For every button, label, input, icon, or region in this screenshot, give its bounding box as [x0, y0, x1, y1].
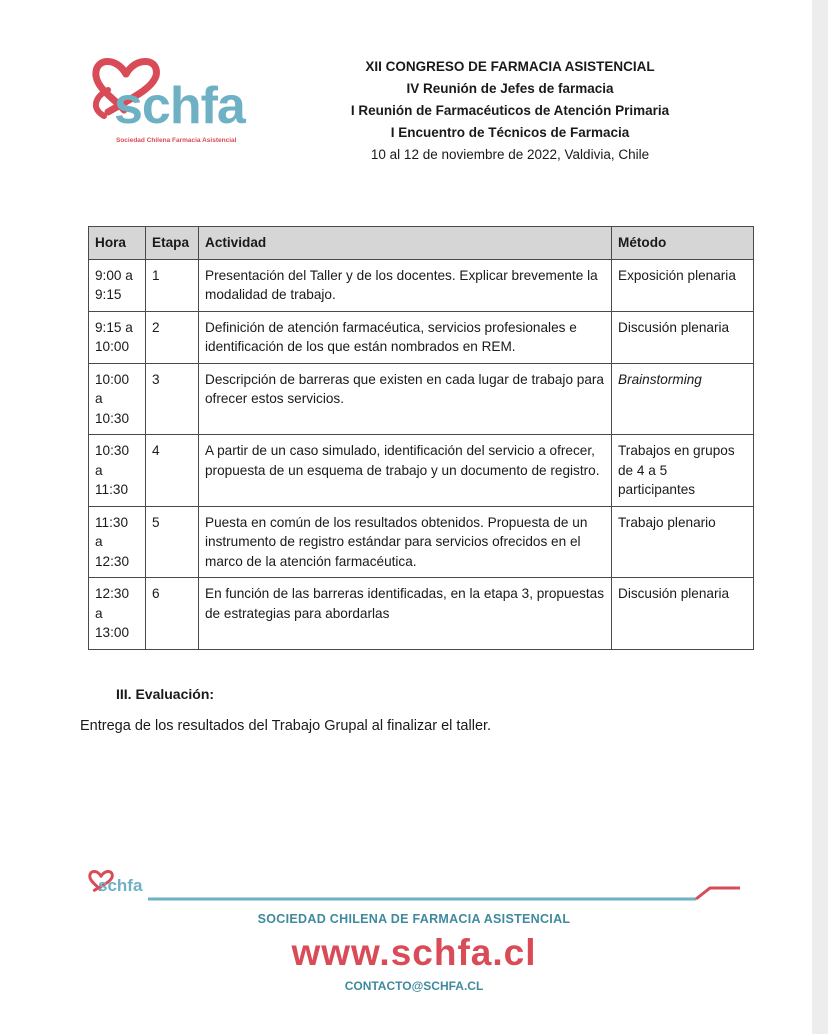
table-row	[89, 259, 754, 311]
footer-email-link[interactable]: CONTACTO@SCHFA.CL	[344, 979, 484, 993]
header-line-1: XII CONGRESO DE FARMACIA ASISTENCIAL	[365, 59, 655, 74]
cell-actividad: En función de las barreras identificadas, en la etapa 3, propuestas de estrategias para abordarlas	[199, 578, 612, 650]
cell-hora: 9:00 a 9:15	[89, 259, 146, 311]
footer-organization: SOCIEDAD CHILENA DE FARMACIA ASISTENCIAL	[257, 912, 571, 926]
table-row	[89, 311, 754, 363]
cell-etapa: 4	[146, 435, 199, 507]
footer-website-link[interactable]: www.schfa.cl	[291, 932, 537, 973]
cell-metodo: Exposición plenaria	[612, 259, 754, 311]
footer-divider-line	[148, 880, 748, 910]
header-line-2: IV Reunión de Jefes de farmacia	[406, 81, 614, 96]
schedule-table	[88, 226, 754, 650]
column-header-metodo: Método	[612, 227, 754, 260]
viewer-margin	[812, 0, 828, 1034]
cell-actividad: Puesta en común de los resultados obtenidos. Propuesta de un instrumento de registro estándar para servicios ofrecidos en el marco de la atención farmacéutica.	[199, 506, 612, 578]
table-row	[89, 363, 754, 435]
cell-metodo: Discusión plenaria	[612, 311, 754, 363]
cell-actividad: Definición de atención farmacéutica, servicios profesionales e identificación de los que están nombrados en REM.	[199, 311, 612, 363]
cell-actividad: Descripción de barreras que existen en cada lugar de trabajo para ofrecer estos servicios.	[199, 363, 612, 435]
header-date-location: 10 al 12 de noviembre de 2022, Valdivia, Chile	[370, 147, 650, 162]
table-row	[89, 578, 754, 650]
column-header-etapa: Etapa	[146, 227, 199, 260]
cell-actividad: A partir de un caso simulado, identificación del servicio a ofrecer, propuesta de un esquema de trabajo y un documento de registro.	[199, 435, 612, 507]
cell-metodo: Discusión plenaria	[612, 578, 754, 650]
cell-hora: 12:30 a 13:00	[89, 578, 146, 650]
cell-etapa: 2	[146, 311, 199, 363]
schfa-logo	[86, 52, 256, 152]
cell-metodo: Brainstorming	[612, 363, 754, 435]
cell-etapa: 5	[146, 506, 199, 578]
logo-tagline: Sociedad Chilena Farmacia Asistencial	[116, 137, 237, 144]
header-line-4: I Encuentro de Técnicos de Farmacia	[390, 125, 630, 140]
footer-logo-wordmark: schfa	[98, 876, 143, 895]
cell-metodo: Trabajos en grupos de 4 a 5 participantes	[612, 435, 754, 507]
table-row	[89, 435, 754, 507]
table-header-row	[89, 227, 754, 260]
column-header-actividad: Actividad	[199, 227, 612, 260]
column-header-hora: Hora	[89, 227, 146, 260]
cell-hora: 10:00 a 10:30	[89, 363, 146, 435]
cell-actividad: Presentación del Taller y de los docentes. Explicar brevemente la modalidad de trabajo.	[199, 259, 612, 311]
logo-wordmark: schfa	[114, 77, 245, 135]
cell-etapa: 6	[146, 578, 199, 650]
evaluation-heading: III. Evaluación:	[116, 686, 215, 702]
congress-header	[300, 56, 720, 166]
header-line-3: I Reunión de Farmacéuticos de Atención Primaria	[350, 103, 670, 118]
cell-hora: 11:30 a 12:30	[89, 506, 146, 578]
cell-etapa: 3	[146, 363, 199, 435]
cell-hora: 10:30 a 11:30	[89, 435, 146, 507]
footer-logo	[86, 868, 146, 902]
table-row	[89, 506, 754, 578]
cell-hora: 9:15 a 10:00	[89, 311, 146, 363]
cell-etapa: 1	[146, 259, 199, 311]
cell-metodo: Trabajo plenario	[612, 506, 754, 578]
evaluation-text: Entrega de los resultados del Trabajo Grupal al finalizar el taller.	[80, 718, 492, 734]
